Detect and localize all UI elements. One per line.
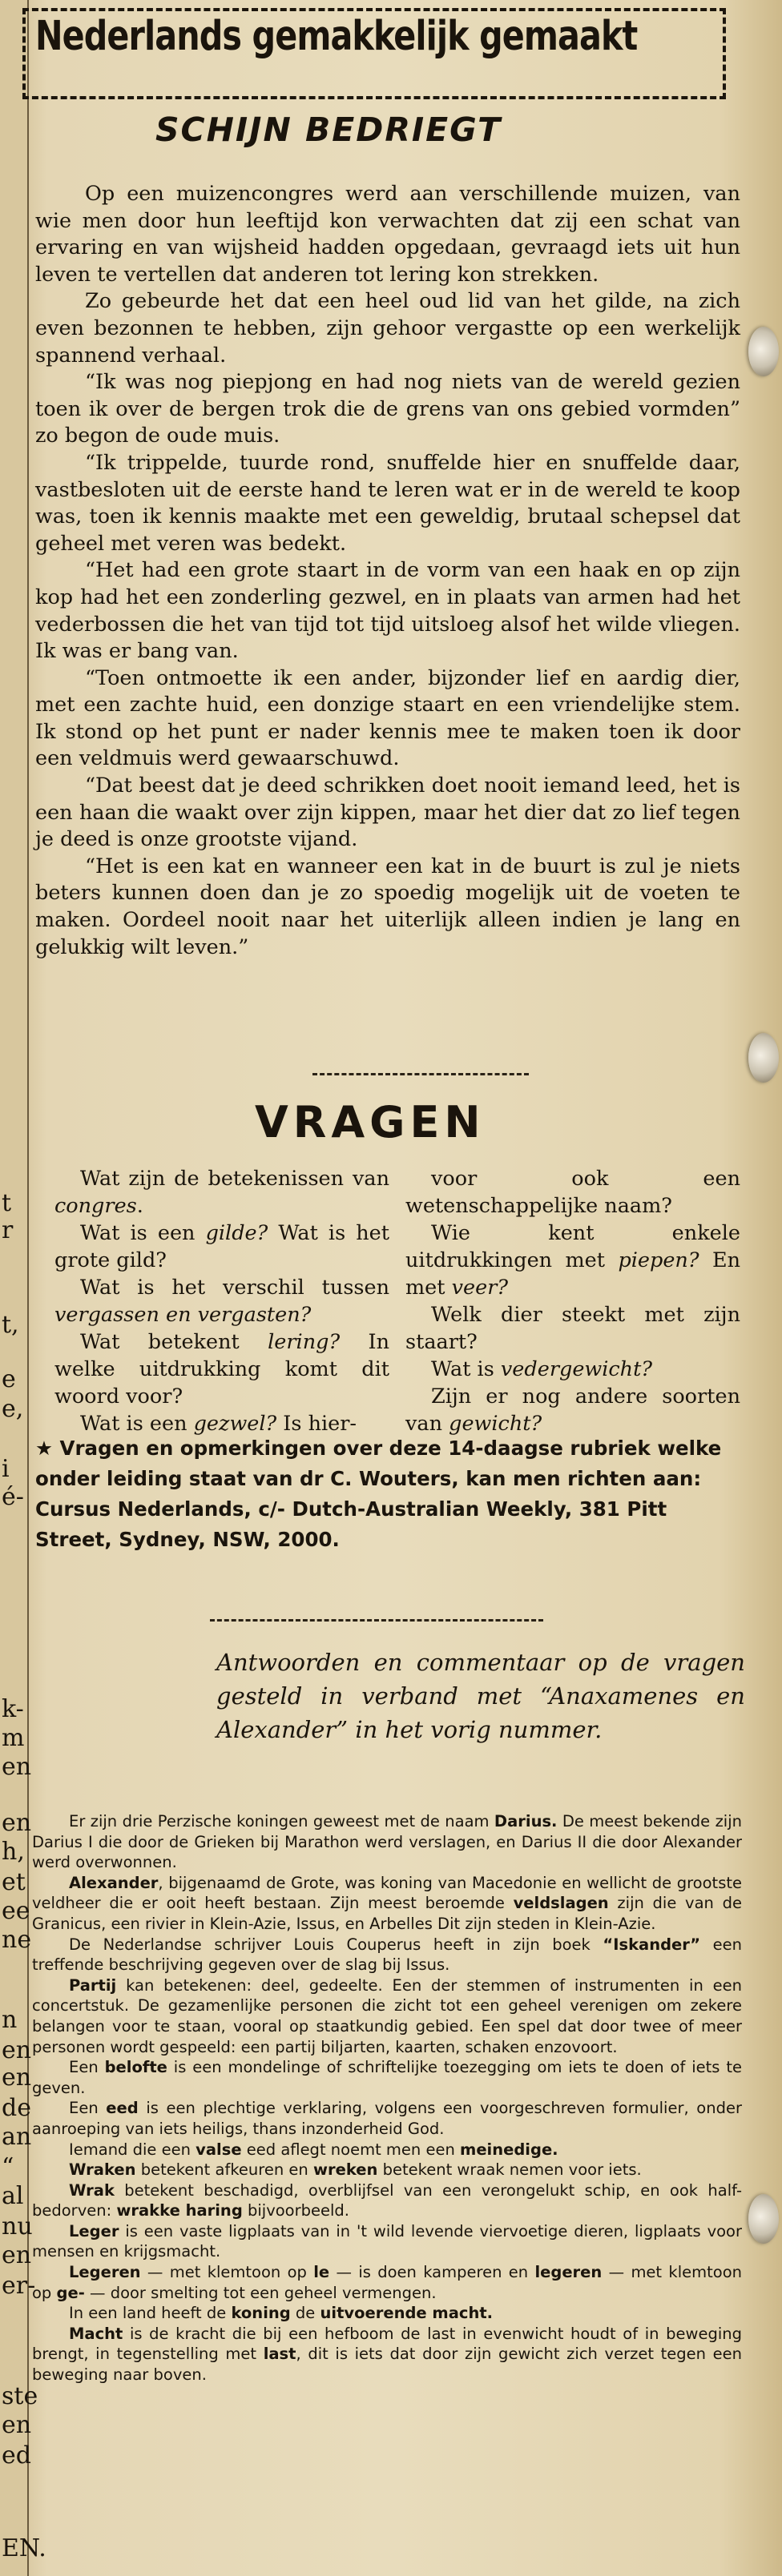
question-term: vergassen en vergasten? xyxy=(54,1303,312,1327)
answer-text: is een vaste ligplaats van in 't wild levende viervoetige dieren, ligplaats voor mensen en krijgsmacht. xyxy=(32,2221,742,2261)
story-paragraph: “Het had een grote staart in de vorm van een haak en op zijn kop had het een zonderling gezwel, en in plaats van armen had het vederbossen die het van tijd tot tijd uitsloeg alsof het wilde vliegen. Ik was er bang van. xyxy=(35,558,740,664)
question-text: Wat is het grote gild? xyxy=(54,1221,390,1272)
story-paragraph: Zo gebeurde het dat een heel oud lid van het gilde, na zich even bezonnen te hebben, zijn gehoor vergastte op een werkelijk spannend verhaal. xyxy=(35,289,740,368)
fragment-text: an xyxy=(2,2123,32,2151)
answer-term: “Iskander” xyxy=(603,1935,701,1954)
answer-text: Een xyxy=(69,2058,105,2077)
answer-paragraph xyxy=(32,1811,742,1873)
answer-paragraph xyxy=(32,2303,742,2324)
answer-paragraph xyxy=(32,1975,742,2057)
answer-term: Macht xyxy=(69,2324,123,2343)
answer-term: wreken xyxy=(312,2160,378,2180)
questions-left-column xyxy=(54,1165,389,1437)
story-paragraph: “Ik was nog piepjong en had nog niets van de wereld gezien toen ik over de bergen trok die de grens van ons gebied vormden” zo begon de oude muis. xyxy=(35,370,740,448)
answer-text: Iemand die een xyxy=(69,2140,196,2159)
fragment-text: er- xyxy=(2,2272,36,2300)
story-paragraph: “Dat beest dat je deed schrikken doet nooit iemand leed, het is een haan die waakt over zijn kippen, maar het dier dat zo lief tegen je deed is onze grootste vijand. xyxy=(35,774,740,852)
fragment-text: r xyxy=(2,1216,14,1244)
answer-text: is een plechtige verklaring, volgens een voorgeschreven formulier, onder aanroeping van iets heiligs, thans inzonderheid God. xyxy=(32,2099,742,2138)
question-term: lering? xyxy=(268,1330,341,1354)
answer-term: wrakke haring xyxy=(116,2201,243,2220)
answer-term: last xyxy=(263,2345,296,2364)
fragment-text: “ xyxy=(2,2153,14,2181)
fragment-text: t xyxy=(2,1189,12,1217)
answer-term: Wrak xyxy=(69,2180,115,2200)
question-text: Wat is een xyxy=(80,1221,206,1245)
answer-text: , dit is iets dat door zijn gewicht zich verzet tegen een beweging naar boven. xyxy=(32,2345,742,2385)
answer-text: is een mondelinge of schriftelijke toezegging om iets te doen of iets te geven. xyxy=(32,2058,742,2097)
question-term: vedergewicht? xyxy=(500,1357,653,1381)
binder-hole-middle xyxy=(748,1033,779,1083)
answer-text: kan betekenen: deel, gedeelte. Een der stemmen of instrumenten in een concertstuk. De gezamenlijke personen die zicht tot een geheel verenigen om zekere belangen voor te staan, vooral op staatkundig gebied. Een spel dat door twee of meer personen wordt gespeeld: een partij biljarten, kaarten, schaken enzovoort. xyxy=(32,1975,742,2056)
question-term: piepen? xyxy=(618,1248,699,1272)
question-item xyxy=(54,1328,389,1410)
answer-text: — door smelting tot een geheel vermengen. xyxy=(84,2283,437,2302)
fragment-text: en xyxy=(2,2064,32,2092)
answer-paragraph xyxy=(32,2221,742,2262)
answer-term: Legeren xyxy=(69,2263,141,2282)
answer-paragraph xyxy=(32,1873,742,1935)
answer-text: De meest bekende zijn Darius I die door de Grieken bij Marathon werd verslagen, en Darius II die door Alexander werd overwonnen. xyxy=(32,1812,743,1872)
story-paragraph: “Ik trippelde, tuurde rond, snuffelde hier en snuffelde daar, vastbesloten uit de eerste hand te leren wat er in de wereld te koop was, toen ik kennis maakte met een geweldig, brutaal schepsel dat geheel met veren was bedekt. xyxy=(35,450,740,556)
question-item xyxy=(54,1274,389,1328)
answer-text: Een xyxy=(69,2099,107,2118)
answers-body xyxy=(32,1811,742,2385)
story-paragraph: “Toen ontmoette ik een ander, bijzonder lief en aardig dier, met een zachte huid, een donzige staart en een vriendelijke stem. Ik stond op het punt er nader kennis mee te maken toen ik door een veldmuis werd gewaarschuwd. xyxy=(35,665,740,771)
answer-text: betekent wraak nemen voor iets. xyxy=(377,2160,642,2180)
fragment-text: en xyxy=(2,1753,32,1781)
answer-paragraph xyxy=(32,2140,742,2160)
question-item xyxy=(405,1301,740,1356)
question-term: gezwel? xyxy=(193,1412,277,1436)
question-item xyxy=(54,1165,389,1220)
question-text: voor ook een wetenschappelijke naam? xyxy=(405,1167,740,1218)
answer-term: Darius. xyxy=(494,1812,558,1831)
questions-heading: VRAGEN xyxy=(255,1097,486,1147)
fragment-text: al xyxy=(2,2182,24,2210)
question-text: Wat is het verschil tussen xyxy=(80,1276,389,1300)
answer-paragraph xyxy=(32,2098,742,2139)
question-term: veer? xyxy=(451,1276,509,1300)
answer-term: koning xyxy=(231,2304,291,2323)
answer-term: valse xyxy=(196,2140,242,2159)
answer-term: eed xyxy=(106,2099,139,2118)
fragment-text: e, xyxy=(2,1395,24,1423)
answer-paragraph xyxy=(32,2057,742,2098)
story-title: SCHIJN BEDRIEGT xyxy=(155,111,502,149)
answer-term: Leger xyxy=(69,2221,119,2240)
answer-text: — met klemtoon op xyxy=(140,2263,314,2282)
answer-text: een treffende beschrijving gegeven over de slag bij Issus. xyxy=(32,1935,742,1975)
answer-text: In een land heeft de xyxy=(69,2304,232,2323)
question-item xyxy=(405,1383,740,1437)
fragment-text: e xyxy=(2,1365,16,1393)
question-text: Welk dier steekt met zijn staart? xyxy=(405,1303,740,1354)
answer-term: veldslagen xyxy=(513,1894,609,1913)
question-item xyxy=(54,1220,389,1274)
question-text: Wat is een xyxy=(80,1412,194,1436)
answer-paragraph xyxy=(32,2180,742,2221)
fragment-text: en xyxy=(2,2411,32,2439)
question-text: Wie kent enkele uitdrukkingen met xyxy=(405,1221,740,1272)
fragment-text: ed xyxy=(2,2441,31,2470)
contact-notice xyxy=(35,1433,740,1555)
question-text: Wat zijn de betekenissen van xyxy=(80,1167,389,1191)
answer-paragraph xyxy=(32,2160,742,2180)
fragment-text: en xyxy=(2,1809,32,1837)
answer-term: Partij xyxy=(69,1975,117,1995)
fragment-text: en xyxy=(2,2036,32,2064)
questions-right-column xyxy=(405,1165,740,1437)
binder-hole-bottom xyxy=(748,2194,779,2244)
question-text: Is hier- xyxy=(276,1412,357,1436)
answer-paragraph xyxy=(32,2324,742,2385)
fragment-text: nu xyxy=(2,2212,33,2240)
answer-term: Alexander xyxy=(69,1873,159,1892)
answer-text: is de kracht die bij een hefboom de last in evenwicht houdt of in beweging brengt, in tegenstelling met xyxy=(32,2324,742,2364)
answer-term: meinedige. xyxy=(460,2140,558,2159)
answer-text: De Nederlandse schrijver Louis Couperus heeft in zijn boek xyxy=(69,1935,603,1954)
fragment-text: et xyxy=(2,1868,26,1896)
question-text: Wat betekent xyxy=(80,1330,268,1354)
answers-intro: Antwoorden en commentaar op de vragen gesteld in verband met “Anaxamenes en Alexander” in het vorig nummer. xyxy=(216,1649,745,1743)
answer-text: Er zijn drie Perzische koningen geweest met de naam xyxy=(69,1812,494,1831)
question-text: . xyxy=(136,1194,143,1218)
question-text: En met xyxy=(405,1248,740,1300)
answer-text: zijn die van de Granicus, een rivier in Klein-Azie, Issus, en Arbelles Dit zijn steden in Klein-Azie. xyxy=(32,1894,742,1933)
notice-text: Vragen en opmerkingen over deze 14-daagse rubriek welke onder leiding staat van dr C. Wouters, kan men richten aan: Cursus Nederlands, c/- Dutch-Australian Weekly, 381 Pitt Street, Sydney, NSW, 2000. xyxy=(35,1437,722,1551)
fragment-text: i xyxy=(2,1455,10,1483)
page-title: Nederlands gemakkelijk gemaakt xyxy=(35,13,638,60)
question-item xyxy=(405,1220,740,1301)
question-text: Zijn er nog andere soorten van xyxy=(405,1384,740,1436)
answer-term: legeren xyxy=(534,2263,603,2282)
answer-paragraph xyxy=(32,2262,742,2303)
answer-text: de xyxy=(290,2304,320,2323)
answer-term: ge- xyxy=(56,2283,85,2302)
question-term: gilde? xyxy=(205,1221,268,1245)
question-text: In welke uitdrukking komt dit woord voor? xyxy=(54,1330,389,1409)
fragment-text: ne xyxy=(2,1926,32,1954)
fragment-text: m xyxy=(2,1724,25,1752)
answer-term: Wraken xyxy=(69,2160,136,2180)
question-term: gewicht? xyxy=(449,1412,542,1436)
fragment-text: EN. xyxy=(2,2534,46,2562)
answer-text: bijvoorbeeld. xyxy=(242,2201,349,2220)
binder-hole-top xyxy=(748,327,779,376)
fragment-text: ste xyxy=(2,2382,38,2410)
answer-paragraph xyxy=(32,1935,742,1975)
answer-text: — is doen kamperen en xyxy=(329,2263,535,2282)
fragment-text: de xyxy=(2,2094,31,2122)
story-paragraph: “Het is een kat en wanneer een kat in de buurt is zul je niets beters kunnen doen dan je zo spoedig mogelijk uit de voeten te maken. Oordeel nooit naar het uiterlijk alleen indien je lang en gelukkig wilt leven.” xyxy=(35,854,740,959)
answer-text: betekent afkeuren en xyxy=(135,2160,313,2180)
story-body xyxy=(35,181,740,961)
answer-text: betekent beschadigd, overblijfsel van een verongelukt schip, en ook half-bedorven: xyxy=(32,2180,742,2220)
fragment-text: é- xyxy=(2,1483,24,1511)
answer-text: eed aflegt noemt men een xyxy=(241,2140,461,2159)
fragment-text: k- xyxy=(2,1695,24,1723)
fragment-text: n xyxy=(2,2006,18,2034)
answer-term: uitvoerende macht. xyxy=(320,2304,494,2323)
fragment-text: en xyxy=(2,2241,32,2269)
fragment-text: h, xyxy=(2,1838,25,1866)
answer-text: , bijgenaamd de Grote, was koning van Macedonie en wellicht de grootste veldheer die er ooit heeft bestaan. Zijn meest beroemde xyxy=(32,1873,742,1913)
section-divider xyxy=(312,1073,529,1075)
answer-text: — met klemtoon op xyxy=(32,2263,742,2302)
star-icon: ★ xyxy=(35,1437,53,1460)
section-divider xyxy=(210,1619,543,1622)
question-text: Wat is xyxy=(431,1357,501,1381)
question-item xyxy=(405,1356,740,1383)
answer-term: le xyxy=(313,2263,330,2282)
fragment-text: ee xyxy=(2,1897,30,1925)
answer-term: belofte xyxy=(104,2058,167,2077)
question-term: congres xyxy=(54,1194,137,1218)
fragment-text: t, xyxy=(2,1311,19,1339)
story-paragraph: Op een muizencongres werd aan verschillende muizen, van wie men door hun leeftijd kon verwachten dat zij een schat van ervaring en van wijsheid hadden opgedaan, gevraagd iets uit hun leven te vertellen dat anderen tot lering kon strekken. xyxy=(35,182,740,287)
question-item xyxy=(405,1165,740,1220)
